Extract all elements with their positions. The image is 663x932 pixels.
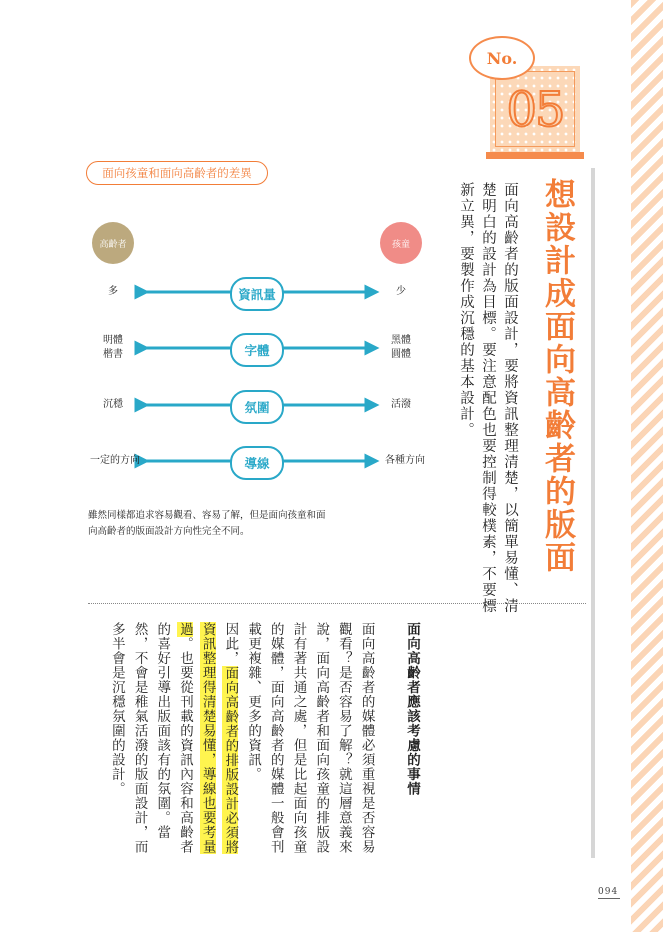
paragraph-2-end: 。也要從刊載的資訊內容和高齡者的喜好引導出版面該有的氛圍。當然，不會是稚氣活潑的版面設計，而多半會是沉穩氛圍的設計。 <box>108 622 193 854</box>
child-label-typeface: 黑體 圓體 <box>391 335 411 360</box>
lead-text: 面向高齡者的版面設計，要將資訊整理清楚，以簡單易懂、清楚明白的設計為目標。要注意配色也要控制得較樸素，不要標新立異，要製作成沉穩的基本設計。 <box>458 182 518 614</box>
row-pill-atmosphere: 氛圍 <box>230 390 284 424</box>
diagram-title: 面向孩童和面向高齡者的差異 <box>86 161 268 185</box>
child-label-atmosphere: 活潑 <box>391 399 411 410</box>
section-no-label: No. <box>469 36 535 80</box>
child-circle: 孩童 <box>380 222 422 264</box>
elder-label-typeface: 明體 楷書 <box>103 335 123 360</box>
child-label-guide: 各種方向 <box>385 455 425 466</box>
title-divider <box>591 168 595 858</box>
row-pill-guide-line: 導線 <box>230 446 284 480</box>
diagram-caption: 雖然同樣都追求容易觀看、容易了解，但是面向孩童和面向高齡者的版面設計方向性完全不同。 <box>88 510 326 537</box>
section-heading: 面向高齡者應該考慮的事情 <box>404 622 420 796</box>
page-title: 想設計成面向高齡者的版面 <box>539 178 575 574</box>
section-number: 05 <box>506 82 564 138</box>
paragraph-2-start: 因此， <box>222 622 239 666</box>
paragraph-1: 面向高齡者的媒體必須重視是否容易觀看？是否容易了解？就這層意義來說，面向高齡者和面向孩童的排版設計有著共通之處，但是比起面向孩童的媒體，面向高齡者的媒體一般會刊載更複雜、更多的資訊。 <box>245 622 375 854</box>
elder-label-guide: 一定的方向 <box>90 455 140 466</box>
page-number: 094 <box>598 887 619 897</box>
dotted-divider <box>88 603 586 604</box>
elder-label-atmosphere: 沉穩 <box>103 399 123 410</box>
row-pill-typeface: 字體 <box>230 333 284 367</box>
paragraph-2-highlight: 面向高齡者的排版設計必須將資訊整理得清楚易懂，導線也要考量過 <box>176 622 239 854</box>
decorative-stripes <box>631 0 663 932</box>
elder-label-amount: 多 <box>108 286 118 297</box>
elder-circle: 高齡者 <box>92 222 134 264</box>
body-section <box>105 622 423 862</box>
row-pill-information-amount: 資訊量 <box>230 277 284 311</box>
section-number-bar <box>486 152 584 159</box>
page-number-underline <box>598 898 620 899</box>
child-label-amount: 少 <box>396 286 406 297</box>
